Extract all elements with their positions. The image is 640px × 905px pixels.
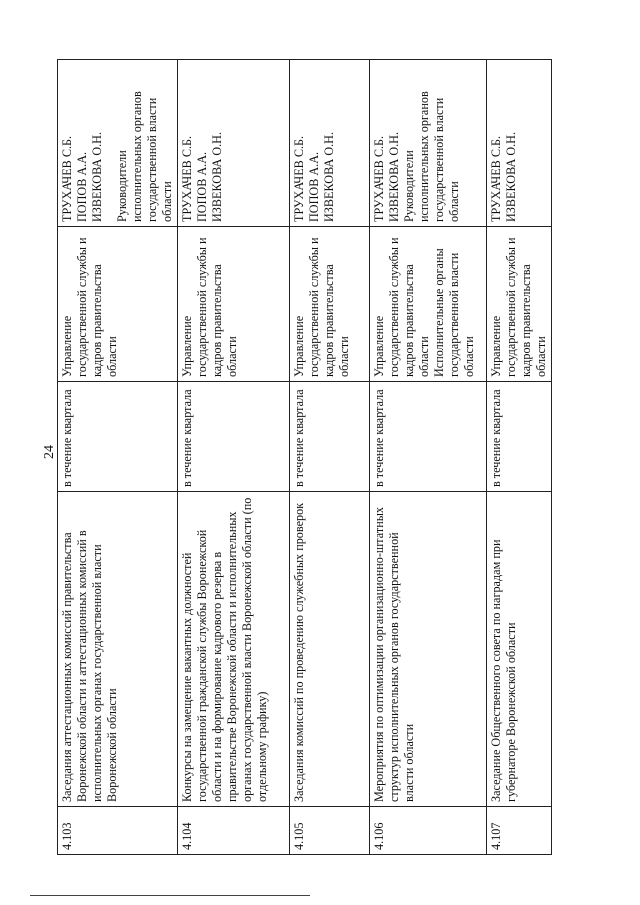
table-row (487, 60, 552, 855)
event-term: в течение квартала (370, 382, 487, 492)
responsible-unit: Управление государственной службы и кадров правительства области (58, 227, 178, 382)
responsible-people: ТРУХАЧЕВ С.Б. ПОПОВ А.А. ИЗВЕКОВА О.Н. (178, 60, 290, 227)
table-row (58, 60, 178, 855)
responsible-people: ТРУХАЧЕВ С.Б. ПОПОВ А.А. ИЗВЕКОВА О.Н. (290, 60, 370, 227)
row-number: 4.105 (290, 807, 370, 855)
event-term: в течение квартала (178, 382, 290, 492)
row-number: 4.106 (370, 807, 487, 855)
responsible-people: ТРУХАЧЕВ С.Б. ИЗВЕКОВА О.Н. Руководители исполнительных органов государственной власти области (370, 60, 487, 227)
responsible-unit: Управление государственной службы и кадров правительства области Исполнительные органы государственной власти области (370, 227, 487, 382)
table-row (178, 60, 290, 855)
event-description: Заседание Общественного совета по наградам при губернаторе Воронежской области (487, 492, 552, 807)
responsible-unit: Управление государственной службы и кадров правительства области (178, 227, 290, 382)
page-number: 24 (42, 445, 57, 459)
table-row (370, 60, 487, 855)
event-description: Мероприятия по оптимизации организационно-штатных структур исполнительных органов государственной власти области (370, 492, 487, 807)
event-term: в течение квартала (290, 382, 370, 492)
responsible-people: ТРУХАЧЕВ С.Б. ИЗВЕКОВА О.Н. (487, 60, 552, 227)
event-term: в течение квартала (58, 382, 178, 492)
people-names: ТРУХАЧЕВ С.Б. ПОПОВ А.А. ИЗВЕКОВА О.Н. (60, 131, 104, 222)
events-table (57, 59, 552, 855)
row-number: 4.104 (178, 807, 290, 855)
event-description: Конкурсы на замещение вакантных должностей государственной гражданской службы Воронежской области и на формирование кадрового резерва в правительстве Воронежской области и исполнительных органах государственной власти Воронежской области (по отдельному графику) (178, 492, 290, 807)
footnote-divider (30, 895, 310, 896)
event-term: в течение квартала (487, 382, 552, 492)
event-description: Заседания аттестационных комиссий правительства Воронежской области и аттестационных комиссий в исполнительных органах государственной власти Воронежской области (58, 492, 178, 807)
rotated-table-container (57, 60, 547, 855)
event-description: Заседания комиссий по проведению служебных проверок (290, 492, 370, 807)
row-number: 4.103 (58, 807, 178, 855)
people-extra: Руководители исполнительных органов государственной власти области (115, 91, 174, 222)
responsible-people (58, 60, 178, 227)
table-row (290, 60, 370, 855)
responsible-unit: Управление государственной службы и кадров правительства области (290, 227, 370, 382)
responsible-unit: Управление государственной службы и кадров правительства области (487, 227, 552, 382)
row-number: 4.107 (487, 807, 552, 855)
